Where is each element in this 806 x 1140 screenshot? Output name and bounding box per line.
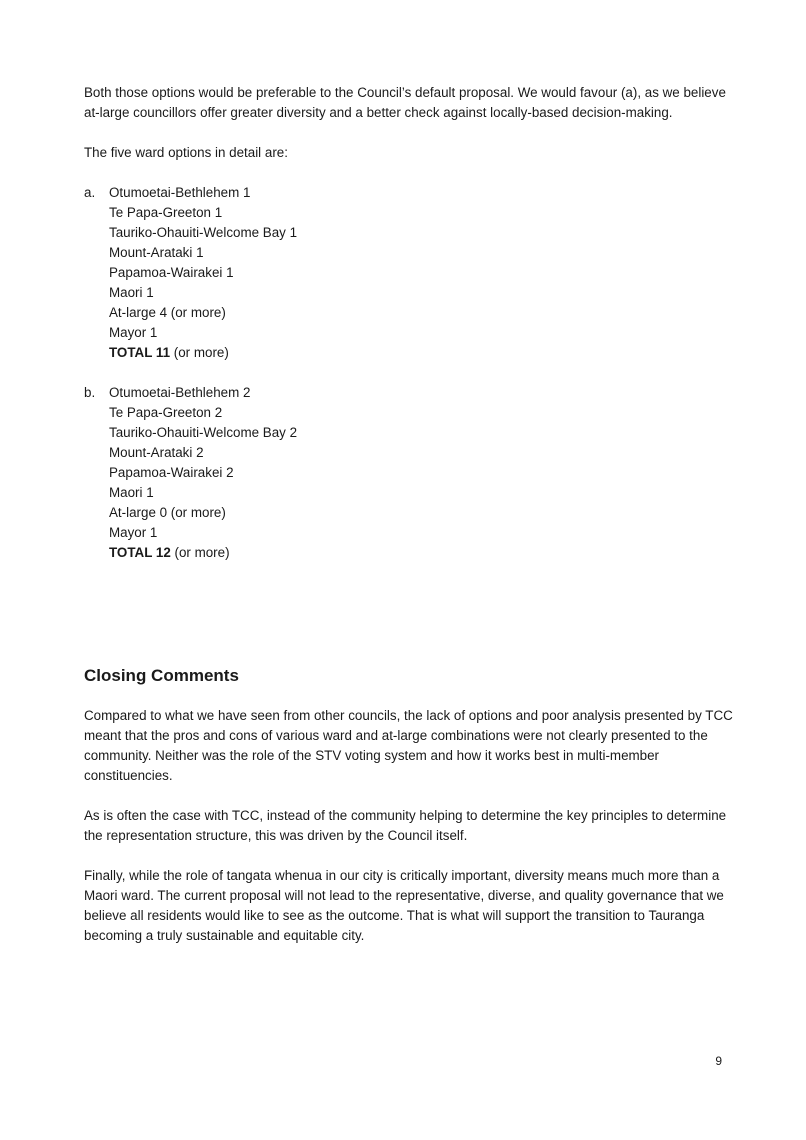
option-line: Tauriko-Ohauiti-Welcome Bay 1 [109, 225, 298, 240]
closing-paragraph: Finally, while the role of tangata whenua in our city is critically important, diversity means much more than a Maori ward. The current proposal will not lead to the representative, diverse, and quality governance that we believe all residents would like to see as the outcome. That is what will support the transition to Tauranga becoming a truly sustainable and equitable city. [84, 868, 724, 943]
ward-option-a [84, 183, 734, 363]
ward-option-b [84, 383, 734, 563]
option-lines [109, 383, 734, 563]
option-marker: b. [84, 385, 96, 400]
option-line: Otumoetai-Bethlehem 2 [109, 385, 251, 400]
option-line: Mount-Arataki 2 [109, 445, 204, 460]
option-line: Te Papa-Greeton 2 [109, 405, 223, 420]
option-line: Mount-Arataki 1 [109, 245, 204, 260]
total-suffix: (or more) [170, 345, 229, 360]
options-intro: The five ward options in detail are: [84, 145, 288, 160]
option-line: At-large 0 (or more) [109, 505, 226, 520]
option-line: Mayor 1 [109, 325, 158, 340]
option-line: Mayor 1 [109, 525, 158, 540]
closing-paragraph: Compared to what we have seen from other councils, the lack of options and poor analysis presented by TCC meant that the pros and cons of various ward and at-large combinations were not clearly presented to the community. Neither was the role of the STV voting system and how it works best in multi-member constituencies. [84, 708, 733, 783]
option-line: Papamoa-Wairakei 1 [109, 265, 234, 280]
total-suffix: (or more) [170, 545, 230, 560]
option-line: Papamoa-Wairakei 2 [109, 465, 234, 480]
option-line: Maori 1 [109, 485, 154, 500]
intro-paragraph: Both those options would be preferable to the Council’s default proposal. We would favour (a), as we believe at-large councillors offer greater diversity and a better check against locally-based decision-making. [84, 85, 726, 120]
option-line: At-large 4 (or more) [109, 305, 226, 320]
total-label: TOTAL 12 [109, 545, 171, 560]
document-body [84, 83, 734, 583]
total-label: TOTAL 11 [109, 345, 171, 360]
section-heading: Closing Comments [84, 666, 239, 685]
option-total [109, 343, 734, 363]
option-line: Tauriko-Ohauiti-Welcome Bay 2 [109, 425, 298, 440]
page-number: 9 [715, 1054, 722, 1068]
option-line: Otumoetai-Bethlehem 1 [109, 185, 251, 200]
option-total [109, 543, 734, 563]
closing-paragraph: As is often the case with TCC, instead of the community helping to determine the key principles to determine the representation structure, this was driven by the Council itself. [84, 808, 727, 843]
closing-section [84, 665, 734, 966]
option-marker: a. [84, 185, 96, 200]
option-line: Te Papa-Greeton 1 [109, 205, 223, 220]
option-line: Maori 1 [109, 285, 154, 300]
option-lines [109, 183, 734, 363]
